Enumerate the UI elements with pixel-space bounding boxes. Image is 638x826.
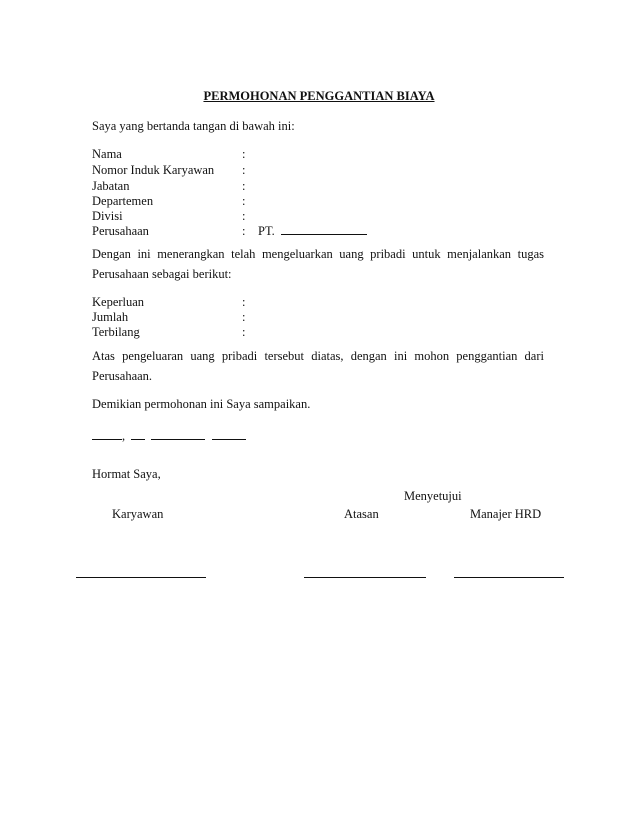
intro-text: Saya yang bertanda tangan di bawah ini: xyxy=(92,119,295,133)
employee-signature-line[interactable] xyxy=(76,577,206,578)
field-label-departemen: Departemen xyxy=(92,194,154,208)
field-colon: : xyxy=(242,147,246,161)
hrd-signature-line[interactable] xyxy=(454,577,564,578)
document-title: PERMOHONAN PENGGANTIAN BIAYA xyxy=(203,89,435,103)
field-label-nama: Nama xyxy=(92,147,122,161)
field-colon: : xyxy=(242,163,246,177)
field-label-divisi: Divisi xyxy=(92,209,123,223)
statement-paragraph: Dengan ini menerangkan telah mengeluarkan uang pribadi untuk menjalankan tugas Perusahaan sebagai berikut: xyxy=(92,247,544,281)
request-paragraph: Atas pengeluaran uang pribadi tersebut diatas, dengan ini mohon penggantian dari Perusahaan. xyxy=(92,349,544,383)
place-blank-line[interactable] xyxy=(92,428,122,440)
company-field[interactable] xyxy=(258,223,367,239)
field-colon: : xyxy=(242,209,246,223)
closing-text: Demikian permohonan ini Saya sampaikan. xyxy=(92,397,311,411)
signatory-supervisor: Atasan xyxy=(344,507,379,521)
signatory-hrd: Manajer HRD xyxy=(470,507,542,521)
year-blank-line[interactable] xyxy=(212,428,246,440)
signatory-employee: Karyawan xyxy=(112,507,164,521)
field-colon: : xyxy=(242,179,246,193)
month-blank-line[interactable] xyxy=(151,428,205,440)
field-label-nik: Nomor Induk Karyawan xyxy=(92,163,215,177)
field-colon: : xyxy=(242,224,246,238)
field-colon: : xyxy=(242,295,246,309)
approval-header: Menyetujui xyxy=(404,489,462,503)
field-label-jabatan: Jabatan xyxy=(92,179,130,193)
company-blank-line[interactable] xyxy=(281,223,367,235)
field-colon: : xyxy=(242,310,246,324)
date-comma: , xyxy=(122,429,126,443)
company-prefix: PT. xyxy=(258,224,275,238)
supervisor-signature-line[interactable] xyxy=(304,577,426,578)
field-label-keperluan: Keperluan xyxy=(92,295,145,309)
field-label-perusahaan: Perusahaan xyxy=(92,224,149,238)
field-colon: : xyxy=(242,325,246,339)
day-blank-line[interactable] xyxy=(131,428,145,440)
field-label-terbilang: Terbilang xyxy=(92,325,140,339)
field-colon: : xyxy=(242,194,246,208)
regards-text: Hormat Saya, xyxy=(92,467,161,481)
date-field[interactable] xyxy=(92,428,246,444)
field-label-jumlah: Jumlah xyxy=(92,310,129,324)
